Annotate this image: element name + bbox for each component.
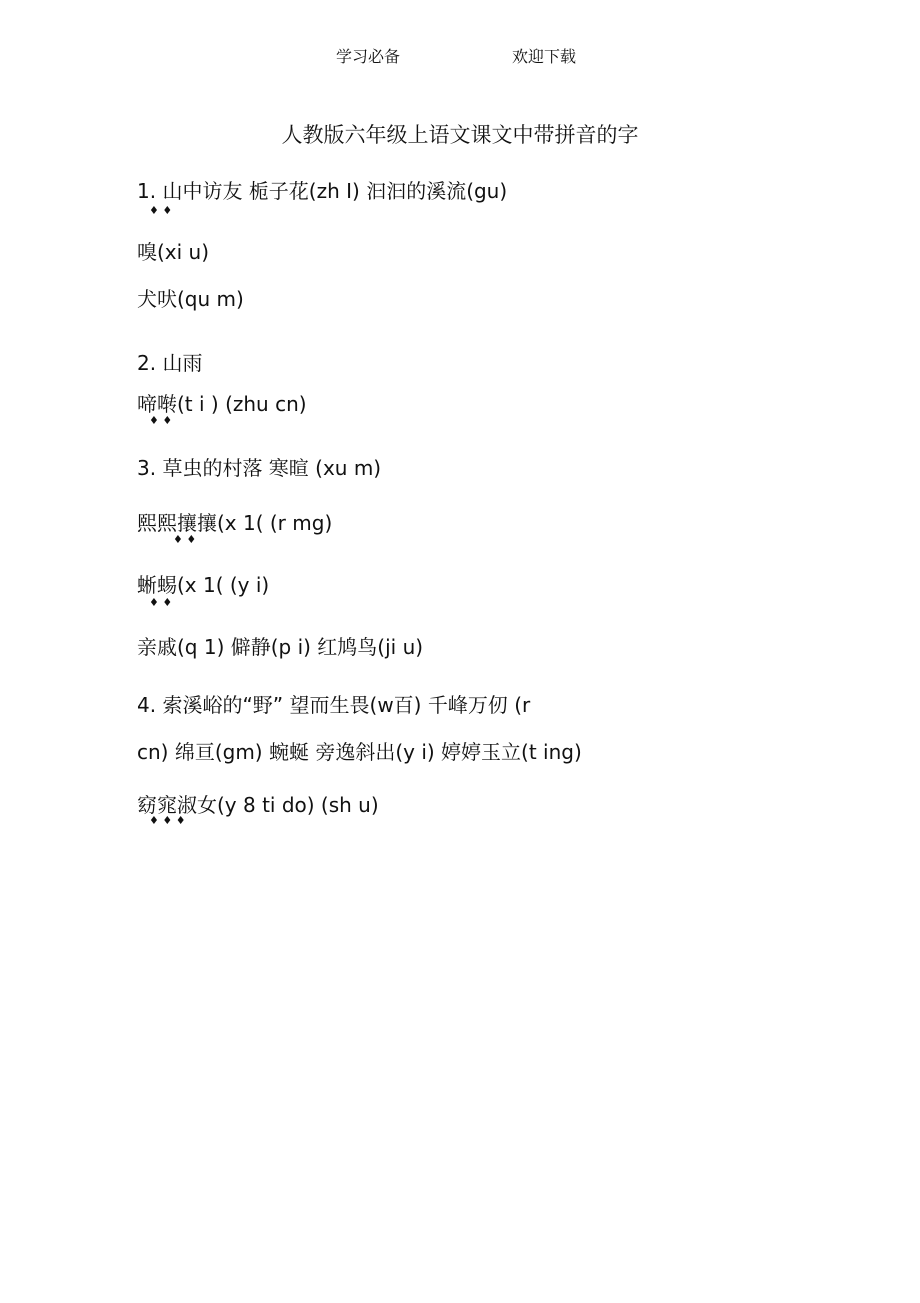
line-6: 3. 草虫的村落 寒暄 (xu m) [137, 456, 382, 480]
line-12: 窈窕淑女(y 8 ti do) (sh u) [137, 793, 379, 817]
line-10: 4. 索溪峪的“野” 望而生畏(w百) 千峰万仞 (r [137, 693, 531, 717]
line-7: 熙熙攘攘(x 1( (r mg) [137, 511, 333, 535]
line-4: 2. 山雨 [137, 351, 203, 375]
line-9: 亲戚(q 1) 僻静(p i) 红鸠鸟(ji u) [137, 635, 424, 659]
emphasis-marks: ♦ ♦ [149, 414, 173, 427]
line-2: 嗅(xi u) [137, 240, 210, 264]
line-11: cn) 绵亘(gm) 蜿蜒 旁逸斜出(y i) 婷婷玉立(t ing) [137, 740, 582, 764]
page-title: 人教版六年级上语文课文中带拼音的字 [281, 123, 639, 147]
header-right: 欢迎下载 [512, 47, 577, 66]
line-8: 蜥蜴(x 1( (y i) [137, 573, 270, 597]
header-left: 学习必备 [336, 47, 401, 66]
emphasis-marks: ♦ ♦ [149, 596, 173, 609]
line-3: 犬吠(qu m) [137, 287, 244, 311]
line-5: 啼啭(t i ) (zhu cn) [137, 392, 307, 416]
emphasis-marks: ♦ ♦ [149, 204, 173, 217]
emphasis-marks: ♦ ♦ ♦ [149, 814, 186, 827]
line-1: 1. 山中访友 栀子花(zh I) 汩汩的溪流(gu) [137, 179, 508, 203]
emphasis-marks: ♦ ♦ [173, 533, 197, 546]
